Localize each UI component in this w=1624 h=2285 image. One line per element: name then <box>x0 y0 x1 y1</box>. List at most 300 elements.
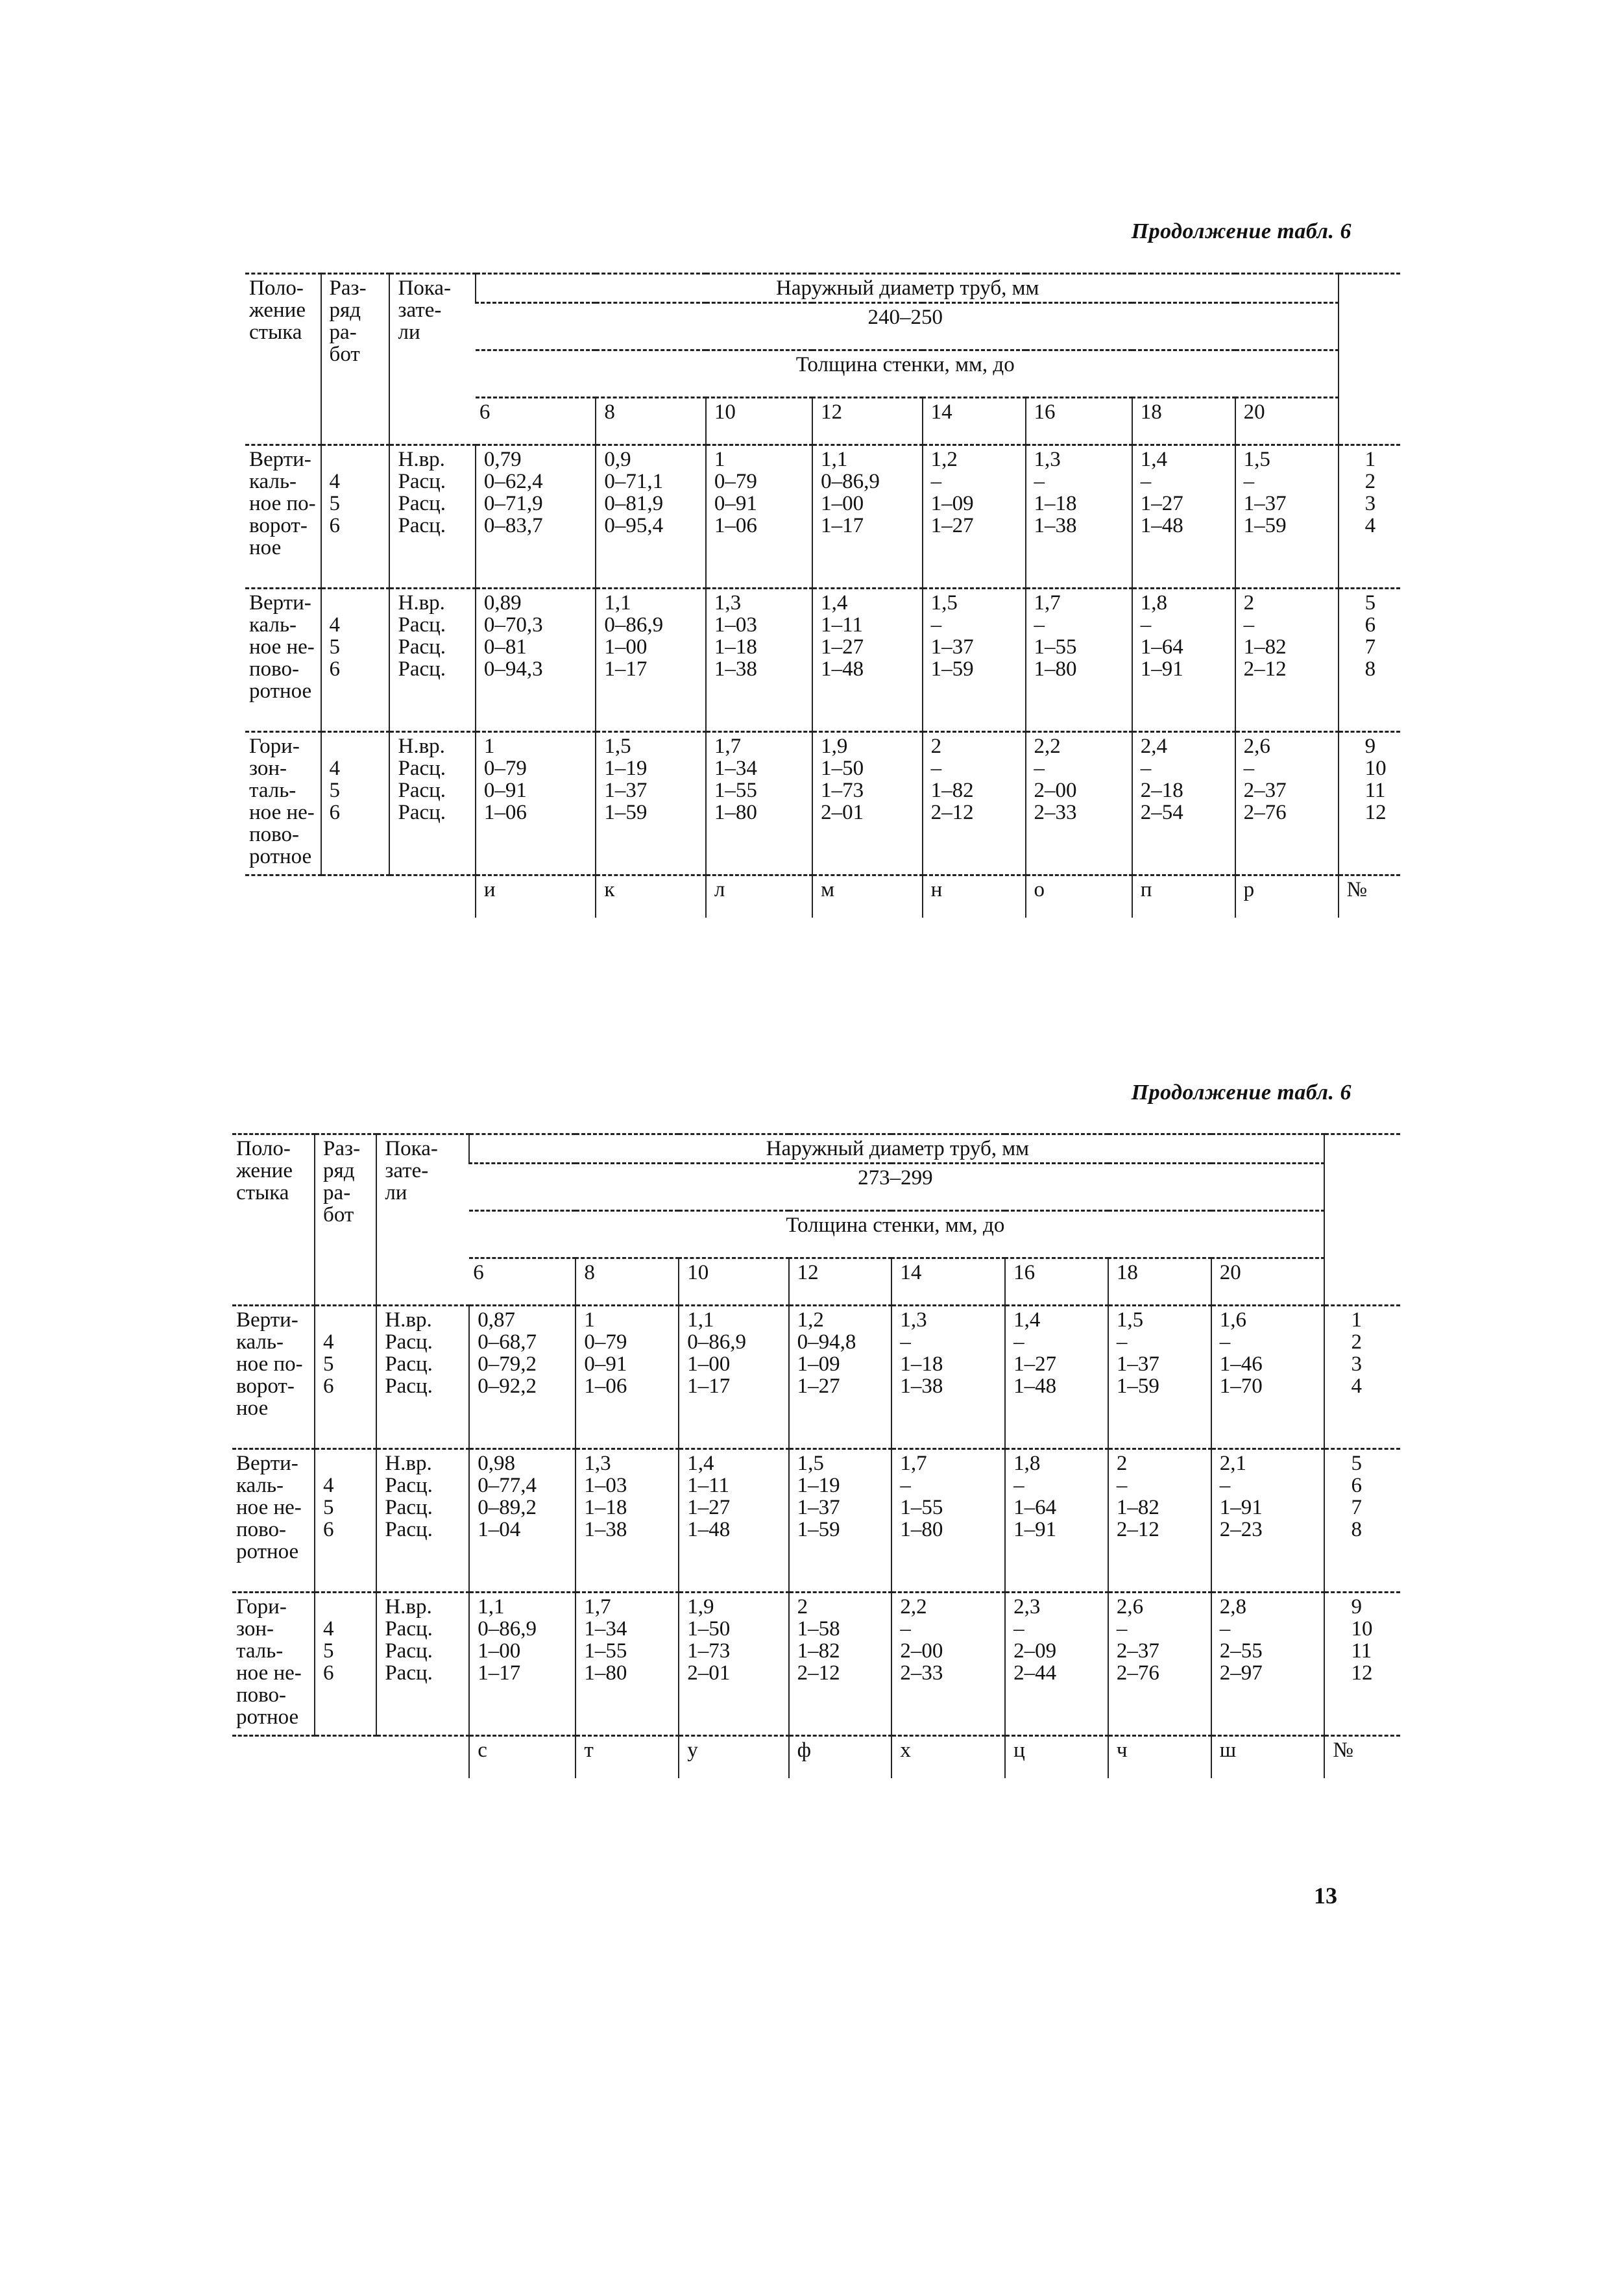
row-values-line: 1–48 <box>821 657 864 681</box>
row-values-line: 1,7 <box>714 735 742 758</box>
row-values <box>596 732 706 875</box>
header-grade-line: ряд <box>323 1159 355 1182</box>
row-values <box>1026 732 1132 875</box>
header-grade-line: ряд <box>329 299 361 322</box>
row-values-line: 2,6 <box>1243 735 1270 758</box>
row-values-line: 2,4 <box>1140 735 1167 758</box>
row-grades <box>315 1593 376 1736</box>
row-position-line: каль- <box>236 1474 284 1497</box>
table-row <box>232 1593 1400 1736</box>
row-values-line: 1,7 <box>1034 591 1061 615</box>
row-numbers-line: 9 <box>1351 1595 1362 1619</box>
row-values-line: 1–70 <box>1219 1375 1263 1398</box>
row-indicators-line: Расц. <box>398 470 446 493</box>
row-position-line: каль- <box>236 1330 284 1354</box>
row-numbers <box>1339 589 1400 732</box>
row-values-line: – <box>930 757 942 780</box>
row-indicators-line: Расц. <box>398 635 446 659</box>
table-row <box>232 1306 1400 1449</box>
row-values-line: 1,7 <box>584 1595 611 1619</box>
row-values-line: – <box>1034 757 1045 780</box>
row-values-line: – <box>1116 1474 1128 1497</box>
row-values-line: 1–00 <box>604 635 648 659</box>
row-values-line: 0–81,9 <box>604 492 664 515</box>
row-position-line: ное по- <box>249 492 316 515</box>
row-values-line: 1–27 <box>930 514 974 537</box>
header-thickness-title: Толщина стенки, мм, до <box>476 350 1339 398</box>
row-values <box>706 732 812 875</box>
row-values <box>476 589 596 732</box>
header-thickness-value: 6 <box>473 1261 484 1284</box>
row-position-line: пово- <box>236 1683 287 1707</box>
row-values <box>923 445 1026 589</box>
row-values <box>812 732 923 875</box>
header-indicators-line: Пока- <box>385 1137 438 1160</box>
row-values-line: 1–55 <box>584 1639 627 1663</box>
row-values-line: 2–23 <box>1219 1518 1263 1541</box>
row-values-line: 2 <box>797 1595 808 1619</box>
row-values <box>891 1593 1005 1736</box>
header-indicators-line: ли <box>398 321 420 344</box>
header-position-line: стыка <box>236 1181 289 1204</box>
row-indicators-line: Расц. <box>385 1352 433 1376</box>
row-values-line: – <box>900 1330 911 1354</box>
header-indicators-line: Пока- <box>398 276 451 300</box>
row-values-line: 1–18 <box>714 635 757 659</box>
row-grades <box>321 589 390 732</box>
footer-blank <box>376 1736 469 1779</box>
row-grades-line <box>330 735 383 757</box>
footer-column-letter: о <box>1026 875 1132 918</box>
row-values-line: 1,5 <box>1116 1308 1144 1332</box>
row-values-line: 1,9 <box>821 735 848 758</box>
row-indicators-line: Расц. <box>398 757 446 780</box>
row-values <box>576 1306 679 1449</box>
row-indicators-line: Расц. <box>385 1474 433 1497</box>
row-grades-line: 4 <box>329 757 341 780</box>
row-values-line: 1–27 <box>1140 492 1183 515</box>
row-values-line: 1,3 <box>714 591 742 615</box>
row-values-line: 1–48 <box>687 1518 731 1541</box>
footer-column-letter: м <box>812 875 923 918</box>
row-values-line: 1,3 <box>1034 448 1061 471</box>
footer-blank <box>321 875 390 918</box>
row-values-line: 1–18 <box>900 1352 943 1376</box>
row-values-line: 1,4 <box>821 591 848 615</box>
row-values-line: 1–09 <box>797 1352 840 1376</box>
header-grade-line: Раз- <box>323 1137 361 1160</box>
row-grades-line: 6 <box>329 657 341 681</box>
row-position-line: пово- <box>249 657 300 681</box>
row-values-line: 1–34 <box>584 1617 627 1641</box>
row-grades-line <box>330 592 383 614</box>
row-indicators-line: Расц. <box>385 1496 433 1519</box>
row-values-line: 0,87 <box>478 1308 516 1332</box>
row-values-line: 1–18 <box>584 1496 627 1519</box>
row-values-line: 2,8 <box>1219 1595 1246 1619</box>
row-values-line: 1–59 <box>930 657 974 681</box>
row-values <box>706 589 812 732</box>
header-grade-line: бот <box>323 1203 354 1227</box>
table-row <box>245 589 1400 732</box>
row-indicators <box>389 589 475 732</box>
row-values-line: 2–54 <box>1140 801 1183 824</box>
row-grades-line: 6 <box>329 801 341 824</box>
row-numbers-line: 4 <box>1364 514 1376 537</box>
row-values-line: 2,6 <box>1116 1595 1144 1619</box>
row-indicators-line: Расц. <box>385 1375 433 1398</box>
row-values-line: 0–62,4 <box>483 470 543 493</box>
row-values <box>576 1449 679 1593</box>
header-diameter-title: Наружный диаметр труб, мм <box>469 1134 1324 1164</box>
footer-column-letter: ц <box>1005 1736 1108 1779</box>
footer-column-letter: № <box>1339 875 1400 918</box>
row-values-line: 1,1 <box>687 1308 714 1332</box>
row-values-line: – <box>930 613 942 637</box>
table-2-caption: Продолжение табл. 6 <box>1131 1081 1351 1105</box>
row-values-line: 1 <box>483 735 495 758</box>
row-values-line: 1–38 <box>714 657 757 681</box>
row-values-line: 1,2 <box>930 448 958 471</box>
row-values-line: 0–86,9 <box>821 470 880 493</box>
row-values-line: – <box>1013 1330 1024 1354</box>
row-numbers-line: 1 <box>1351 1308 1362 1332</box>
row-values-line: 2–12 <box>1243 657 1287 681</box>
row-values-line: 1–37 <box>1116 1352 1159 1376</box>
row-values-line: 1–82 <box>1116 1496 1159 1519</box>
row-values-line: 0–95,4 <box>604 514 664 537</box>
footer-blank <box>389 875 475 918</box>
row-values-line: 0–71,9 <box>483 492 543 515</box>
row-values-line: 1–64 <box>1013 1496 1057 1519</box>
row-grades <box>315 1449 376 1593</box>
row-position-line: пово- <box>236 1518 287 1541</box>
row-position-line: Гори- <box>249 735 300 758</box>
row-values <box>596 445 706 589</box>
row-values-line: 1–80 <box>584 1661 627 1685</box>
row-values-line: – <box>1243 470 1255 493</box>
row-values-line: 0–91 <box>584 1352 627 1376</box>
header-thickness-value: 14 <box>923 398 1026 445</box>
row-values-line: – <box>1140 613 1152 637</box>
row-values-line: 1–17 <box>478 1661 521 1685</box>
row-values-line: 1,3 <box>584 1452 611 1475</box>
row-values-line: 1–37 <box>604 779 648 802</box>
row-values-line: 1–37 <box>797 1496 840 1519</box>
row-values-line: 1–38 <box>900 1375 943 1398</box>
header-thickness-value: 20 <box>1211 1258 1325 1306</box>
row-values <box>1132 732 1235 875</box>
row-position <box>245 732 321 875</box>
row-grades-line: 6 <box>323 1375 334 1398</box>
row-values-line: 1–59 <box>1243 514 1287 537</box>
row-numbers <box>1324 1449 1400 1593</box>
row-values-line: 2–18 <box>1140 779 1183 802</box>
row-values-line: 1–27 <box>1013 1352 1057 1376</box>
row-values <box>1132 589 1235 732</box>
row-numbers-line: 8 <box>1351 1518 1362 1541</box>
row-values-line: 1–17 <box>687 1375 731 1398</box>
row-values-line: 1–19 <box>604 757 648 780</box>
row-values-line: 0–81 <box>483 635 527 659</box>
row-values-line: 1,8 <box>1140 591 1167 615</box>
row-indicators <box>389 732 475 875</box>
row-values-line: 1–27 <box>797 1375 840 1398</box>
row-numbers-line: 4 <box>1351 1375 1362 1398</box>
row-values-line: 2,2 <box>1034 735 1061 758</box>
header-position-line: жение <box>236 1159 293 1182</box>
row-values-line: 1–91 <box>1219 1496 1263 1519</box>
row-values-line: 1,5 <box>797 1452 824 1475</box>
row-values-line: 1–91 <box>1013 1518 1057 1541</box>
row-indicators-line: Расц. <box>398 657 446 681</box>
row-numbers-line: 9 <box>1364 735 1376 758</box>
row-values-line: 0–83,7 <box>483 514 543 537</box>
row-values-line: 2–55 <box>1219 1639 1263 1663</box>
row-values-line: 1–06 <box>483 801 527 824</box>
row-values-line: 1–50 <box>821 757 864 780</box>
row-values-line: 1–34 <box>714 757 757 780</box>
row-values-line: 2–00 <box>900 1639 943 1663</box>
footer-column-letter: л <box>706 875 812 918</box>
row-values-line: 2–12 <box>930 801 974 824</box>
row-values-line: – <box>1140 757 1152 780</box>
row-indicators <box>376 1449 469 1593</box>
row-grades-line <box>330 448 383 470</box>
header-position <box>245 274 321 445</box>
row-values-line: 2–33 <box>1034 801 1077 824</box>
header-thickness-value: 10 <box>706 398 812 445</box>
row-position <box>245 445 321 589</box>
row-values-line: 0–68,7 <box>478 1330 537 1354</box>
row-values-line: 2–01 <box>687 1661 731 1685</box>
row-values-line: 1–27 <box>821 635 864 659</box>
row-values <box>476 732 596 875</box>
row-grades-line: 5 <box>329 779 341 802</box>
row-values-line: 1–91 <box>1140 657 1183 681</box>
row-values-line: 1,1 <box>478 1595 505 1619</box>
row-values <box>1026 445 1132 589</box>
row-values-line: 1–03 <box>714 613 757 637</box>
row-numbers <box>1339 445 1400 589</box>
row-values-line: 0–89,2 <box>478 1496 537 1519</box>
row-values-line: – <box>900 1474 911 1497</box>
row-indicators-line: Н.вр. <box>385 1452 432 1475</box>
footer-column-letter: х <box>891 1736 1005 1779</box>
row-values-line: 0–79 <box>483 757 527 780</box>
row-values-line: 2–76 <box>1116 1661 1159 1685</box>
row-values-line: 1,7 <box>900 1452 927 1475</box>
row-grades-line: 4 <box>323 1474 334 1497</box>
row-values-line: 1–03 <box>584 1474 627 1497</box>
header-thickness-title: Толщина стенки, мм, до <box>469 1211 1324 1258</box>
row-numbers-line: 10 <box>1351 1617 1373 1641</box>
row-indicators-line: Н.вр. <box>385 1595 432 1619</box>
row-indicators <box>376 1306 469 1449</box>
row-values-line: 2–33 <box>900 1661 943 1685</box>
row-position-line: ворот- <box>236 1375 295 1398</box>
header-grade-line: ра- <box>323 1181 351 1204</box>
row-position-line: Верти- <box>249 591 311 615</box>
header-grade-line: Раз- <box>329 276 367 300</box>
row-values-line: 0,79 <box>483 448 522 471</box>
row-values-line: 1–37 <box>1243 492 1287 515</box>
row-values-line: 2,2 <box>900 1595 927 1619</box>
header-indicators <box>389 274 475 445</box>
row-values-line: 1–11 <box>821 613 863 637</box>
row-values <box>576 1593 679 1736</box>
footer-blank <box>232 1736 315 1779</box>
row-values-line: – <box>1243 757 1255 780</box>
row-values-line: 1–09 <box>930 492 974 515</box>
row-values-line: 1,5 <box>1243 448 1270 471</box>
row-values-line: 0–70,3 <box>483 613 543 637</box>
header-position-line: стыка <box>249 321 302 344</box>
row-values-line: 1,1 <box>604 591 631 615</box>
row-values-line: 2,1 <box>1219 1452 1246 1475</box>
row-values-line: 1 <box>714 448 725 471</box>
row-position-line: ротное <box>236 1705 299 1729</box>
row-values <box>1132 445 1235 589</box>
footer-column-letter: с <box>469 1736 576 1779</box>
footer-column-letter: т <box>576 1736 679 1779</box>
row-numbers-line: 2 <box>1364 470 1376 493</box>
row-values-line: 1–00 <box>821 492 864 515</box>
header-grade-line: ра- <box>329 321 357 344</box>
row-values-line: 2–01 <box>821 801 864 824</box>
row-values-line: 1–59 <box>604 801 648 824</box>
row-values-line: 1–06 <box>584 1375 627 1398</box>
table-row <box>245 732 1400 875</box>
footer-blank <box>315 1736 376 1779</box>
row-numbers-line: 7 <box>1364 635 1376 659</box>
row-values-line: 1,5 <box>930 591 958 615</box>
row-values <box>1026 589 1132 732</box>
row-values-line: 0–79 <box>584 1330 627 1354</box>
row-indicators-line: Расц. <box>398 514 446 537</box>
row-values-line: 1–38 <box>584 1518 627 1541</box>
row-values-line: 2–37 <box>1116 1639 1159 1663</box>
row-position-line: зон- <box>249 757 287 780</box>
row-values-line: 1–48 <box>1013 1375 1057 1398</box>
footer-column-letter: ш <box>1211 1736 1325 1779</box>
row-position-line: Верти- <box>236 1452 298 1475</box>
row-values-line: 2–12 <box>1116 1518 1159 1541</box>
row-values-line: 1–38 <box>1034 514 1077 537</box>
header-thickness-value: 12 <box>789 1258 892 1306</box>
row-numbers-line: 1 <box>1364 448 1376 471</box>
row-values <box>789 1306 892 1449</box>
row-grades-line <box>323 1596 369 1618</box>
row-values-line: 1,1 <box>821 448 848 471</box>
row-values <box>1108 1593 1211 1736</box>
row-numbers <box>1324 1306 1400 1449</box>
row-values-line: 1–55 <box>900 1496 943 1519</box>
row-values-line: 1–48 <box>1140 514 1183 537</box>
row-position-line: ное не- <box>236 1496 302 1519</box>
row-values-line: – <box>1140 470 1152 493</box>
row-indicators-line: Расц. <box>385 1661 433 1685</box>
row-values-line: 2–76 <box>1243 801 1287 824</box>
row-values <box>1211 1449 1325 1593</box>
row-values-line: 0,98 <box>478 1452 516 1475</box>
row-values-line: – <box>1013 1617 1024 1641</box>
row-values <box>1108 1306 1211 1449</box>
row-grades-line: 6 <box>329 514 341 537</box>
row-grades-line: 4 <box>329 613 341 637</box>
footer-blank <box>245 875 321 918</box>
row-values-line: 2–00 <box>1034 779 1077 802</box>
row-values-line: 1–17 <box>821 514 864 537</box>
row-values <box>812 589 923 732</box>
row-position-line: Верти- <box>249 448 311 471</box>
row-values-line: 1,6 <box>1219 1308 1246 1332</box>
row-values <box>1005 1306 1108 1449</box>
row-values-line: – <box>1034 470 1045 493</box>
row-values <box>891 1306 1005 1449</box>
row-values-line: 2–37 <box>1243 779 1287 802</box>
row-position-line: каль- <box>249 613 297 637</box>
row-position-line: ное не- <box>249 635 315 659</box>
header-position-line: Поло- <box>249 276 304 300</box>
row-values <box>1005 1449 1108 1593</box>
row-values-line: 1–55 <box>714 779 757 802</box>
footer-column-letter: и <box>476 875 596 918</box>
header-indicators-line: зате- <box>398 299 442 322</box>
row-numbers-line: 7 <box>1351 1496 1362 1519</box>
row-indicators-line: Н.вр. <box>385 1308 432 1332</box>
row-values-line: 1–19 <box>797 1474 840 1497</box>
row-position-line: ное не- <box>236 1661 302 1685</box>
row-indicators <box>376 1593 469 1736</box>
header-indicators-line: зате- <box>385 1159 429 1182</box>
row-values-line: 0,89 <box>483 591 522 615</box>
row-values-line: 0–79,2 <box>478 1352 537 1376</box>
header-thickness-value: 16 <box>1026 398 1132 445</box>
row-position-line: ротное <box>249 679 312 703</box>
row-values-line: – <box>1116 1617 1128 1641</box>
row-indicators <box>389 445 475 589</box>
header-grade-line: бот <box>329 343 360 366</box>
row-values-line: 1,8 <box>1013 1452 1041 1475</box>
row-indicators-line: Расц. <box>385 1639 433 1663</box>
row-values-line: – <box>1219 1617 1231 1641</box>
header-thickness-value: 16 <box>1005 1258 1108 1306</box>
header-thickness-value: 18 <box>1132 398 1235 445</box>
footer-column-letter: ф <box>789 1736 892 1779</box>
row-grades <box>321 445 390 589</box>
row-values-line: 0–92,2 <box>478 1375 537 1398</box>
row-values-line: 1,4 <box>1013 1308 1041 1332</box>
header-number-blank <box>1339 274 1400 445</box>
row-values-line: 2–09 <box>1013 1639 1057 1663</box>
row-position <box>232 1306 315 1449</box>
row-values-line: 1,4 <box>1140 448 1167 471</box>
row-numbers-line: 5 <box>1364 591 1376 615</box>
row-position-line: Гори- <box>236 1595 287 1619</box>
row-indicators-line: Н.вр. <box>398 735 445 758</box>
row-values-line: – <box>1243 613 1255 637</box>
header-grade <box>321 274 390 445</box>
header-thickness-value: 10 <box>679 1258 788 1306</box>
row-values <box>923 589 1026 732</box>
row-values-line: 0–86,9 <box>478 1617 537 1641</box>
header-diameter-range: 273–299 <box>469 1164 1324 1211</box>
row-numbers-line: 11 <box>1364 779 1386 802</box>
header-grade <box>315 1134 376 1306</box>
table-1 <box>245 273 1400 918</box>
row-grades-line: 5 <box>329 492 341 515</box>
